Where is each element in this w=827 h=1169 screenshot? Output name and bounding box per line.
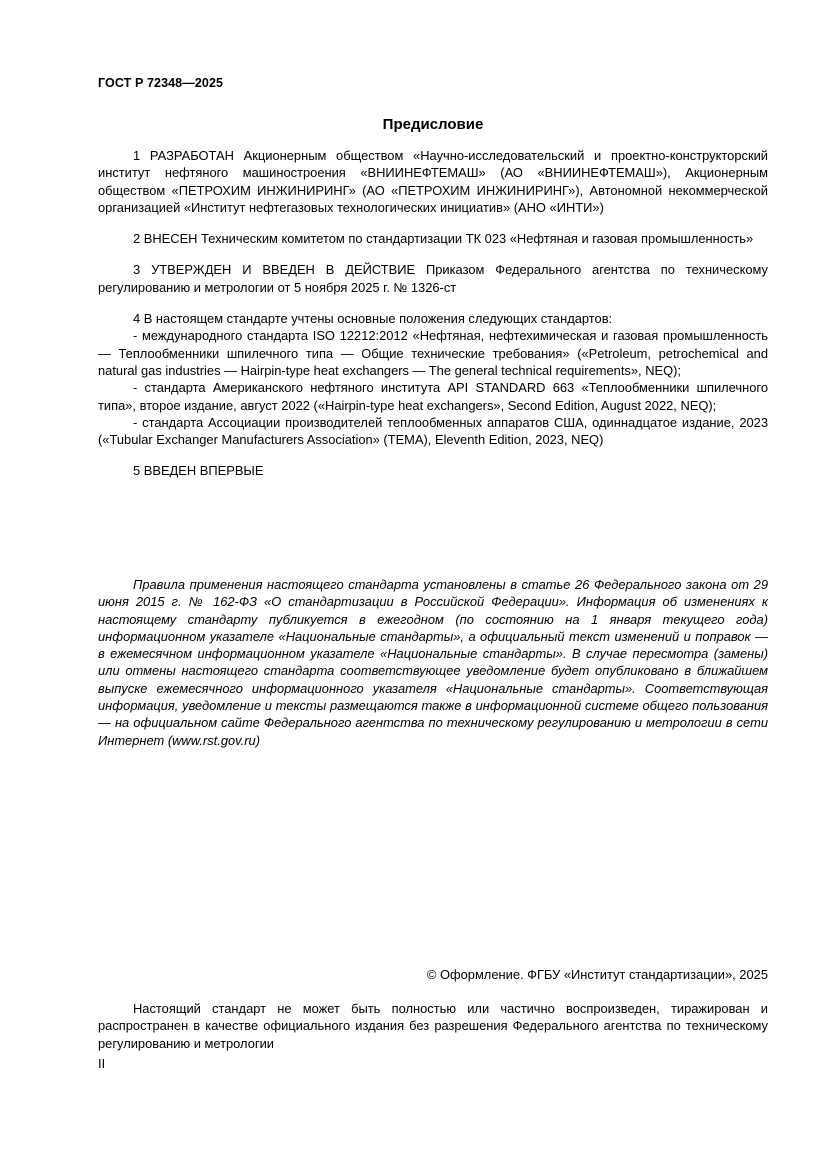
document-code: ГОСТ Р 72348—2025 bbox=[98, 76, 224, 90]
preface-item-standards-considered: 4 В настоящем стандарте учтены основные положения следующих стандартов: bbox=[133, 311, 613, 327]
preface-item-first-introduced: 5 ВВЕДЕН ВПЕРВЫЕ bbox=[133, 463, 264, 479]
preface-item-approved: 3 УТВЕРЖДЕН И ВВЕДЕН В ДЕЙСТВИЕ Приказом Федерального агентства по техническому регулированию и метрологии от 5 ноября 2025 г. № 1326-ст bbox=[98, 262, 768, 295]
preface-body bbox=[98, 147, 768, 480]
application-rules-notice: Правила применения настоящего стандарта установлены в статье 26 Федерального закона от 29 июня 2015 г. № 162-ФЗ «О стандартизации в Российской Федерации». Информация об изменениях к настоящему стандарту публикуется в ежегодном (по состоянию на 1 января текущего года) информационном указателе «Национальные стандарты», а официальный текст изменений и поправок — в ежемесячном информационном указателе «Национальные стандарты». В случае пересмотра (замены) или отмены настоящего стандарта соответствующее уведомление будет опубликовано в ближайшем выпуске ежемесячного информационного указателя «Национальные стандарты». Соответствующая информация, уведомление и тексты размещаются также в информационной системе общего пользования — на официальном сайте Федерального агентства по техническому регулированию и метрологии в сети Интернет (www.rst.gov.ru) bbox=[98, 577, 768, 748]
preface-title: Предисловие bbox=[382, 116, 484, 133]
preface-item-developed: 1 РАЗРАБОТАН Акционерным обществом «Научно-исследовательский и проектно-конструкторский институт нефтяного машиностроения «ВНИИНЕФТЕМАШ» (АО «ВНИИНЕФТЕМАШ»), Акционерным обществом «ПЕТРОХИМ ИНЖИНИРИНГ» (АО «ПЕТРОХИМ ИНЖИНИРИНГ»), Автономной некоммерческой организацией «Институт нефтегазовых технологических инициатив» (АНО «ИНТИ») bbox=[98, 148, 768, 215]
page-number: II bbox=[98, 1056, 106, 1071]
reproduction-notice: Настоящий стандарт не может быть полностью или частично воспроизведен, тиражирован и распространен в качестве официального издания без разрешения Федерального агентства по техническому регулированию и метрологии bbox=[98, 1001, 768, 1051]
preface-item-api-standard: - стандарта Американского нефтяного института API STANDARD 663 «Теплообменники шпилечного типа», второе издание, август 2022 («Hairpin-type heat exchangers», Second Edition, August 2022, NEQ); bbox=[98, 380, 768, 413]
preface-item-tema-standard: - стандарта Ассоциации производителей теплообменных аппаратов США, одиннадцатое издание, 2023 («Tubular Exchanger Manufacturers Association» (TEMA), Eleventh Edition, 2023, NEQ) bbox=[98, 414, 768, 448]
preface-item-submitted: 2 ВНЕСЕН Техническим комитетом по стандартизации ТК 023 «Нефтяная и газовая промышленность» bbox=[133, 231, 754, 247]
preface-item-iso-standard: - международного стандарта ISO 12212:2012 «Нефтяная, нефтехимическая и газовая промышленность — Теплообменники шпилечного типа — Общие технические требования» («Petroleum, petrochemical and natural gas industries — Hairpin-type heat exchangers — The general technical requirements», NEQ); bbox=[98, 328, 768, 378]
copyright-line: © Оформление. ФГБУ «Институт стандартизации», 2025 bbox=[426, 967, 768, 982]
